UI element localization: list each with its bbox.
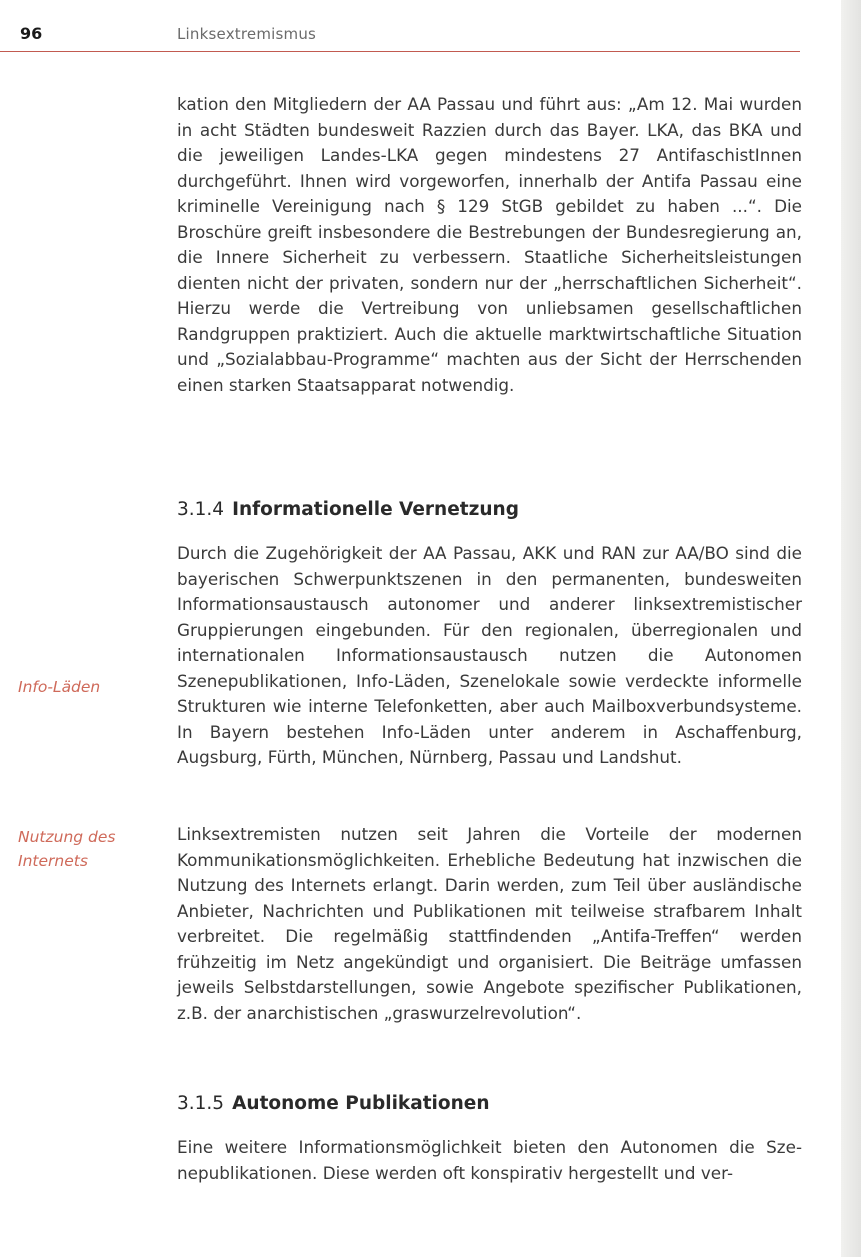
paragraph-publikationen: Eine weitere Informationsmöglichkeit bieten den Autonomen die Szenepublikationen. Diese werden oft konspirativ hergestellt und ver- bbox=[177, 1137, 802, 1183]
margin-note-internet: Nutzung des Internets bbox=[18, 828, 116, 870]
scan-right-edge bbox=[841, 0, 861, 1257]
section-title: Informationelle Vernetzung bbox=[232, 499, 519, 520]
section-number: 3.1.4 bbox=[177, 499, 225, 520]
header-rule bbox=[0, 51, 800, 52]
running-head: Linksextremismus bbox=[177, 25, 317, 43]
section-heading-3-1-4 bbox=[177, 499, 519, 520]
section-heading-3-1-5 bbox=[177, 1093, 490, 1114]
section-title: Autonome Publikationen bbox=[232, 1093, 490, 1114]
section-number: 3.1.5 bbox=[177, 1093, 225, 1114]
paragraph-intro: kation den Mitgliedern der AA Passau und führt aus: „Am 12. Mai wurden in acht Städten bundesweit Razzien durch das Bayer. LKA, das BKA und die jeweiligen Landes-LKA gegen mindestens 27 AntifaschistInnen durchgeführt. Ihnen wird vorgeworfen, innerhalb der Antifa Passau eine kriminelle Vereinigung nach § 129 StGB gebildet zu haben ...“. Die Broschüre greift insbesondere die Bestrebungen der Bundesregierung an, die Innere Sicherheit zu verbessern. Staatliche Sicherheitsleistungen dienten nicht der privaten, sondern nur der „herrschaftlichen Sicherheit“. Hierzu werde die Vertreibung von unliebsamen gesellschaftlichen Randgruppen praktiziert. Auch die aktuelle marktwirtschaftliche Situation und „Sozialabbau-Programme“ machten aus der Sicht der Herrschenden einen starken Staatsapparat notwendig. bbox=[177, 94, 802, 395]
paragraph-vernetzung: Durch die Zugehörigkeit der AA Passau, AKK und RAN zur AA/BO sind die bayerischen Schwerpunktszenen in den permanenten, bundesweiten Informationsaustausch autonomer und anderer linksextremistischer Gruppierungen eingebunden. Für den regionalen, überregionalen und internationalen Informationsaustausch nutzen die Autonomen Szenepublikationen, Info-Läden, Szenelokale sowie verdeckte informelle Strukturen wie interne Telefonketten, aber auch Mailboxverbundsysteme. In Bayern bestehen Info-Läden unter anderem in Aschaffenburg, Augsburg, Fürth, München, Nürnberg, Passau und Landshut. bbox=[177, 543, 802, 767]
margin-note-info-laeden: Info-Läden bbox=[18, 678, 101, 696]
page-number: 96 bbox=[20, 24, 43, 43]
paragraph-internet: Linksextremisten nutzen seit Jahren die Vorteile der modernen Kommunikationsmöglichkeiten. Erhebliche Bedeutung hat inzwischen die Nutzung des Internets erlangt. Darin werden, zum Teil über ausländische Anbieter, Nachrichten und Publikationen mit teilweise strafbarem Inhalt verbreitet. Die regelmäßig stattfindenden „Antifa-Treffen“ werden frühzeitig im Netz angekündigt und organisiert. Die Beiträge umfassen jeweils Selbstdarstellungen, sowie Angebote spezifischer Publikationen, z.B. der anarchistischen „graswurzelrevolution“. bbox=[177, 824, 802, 1023]
